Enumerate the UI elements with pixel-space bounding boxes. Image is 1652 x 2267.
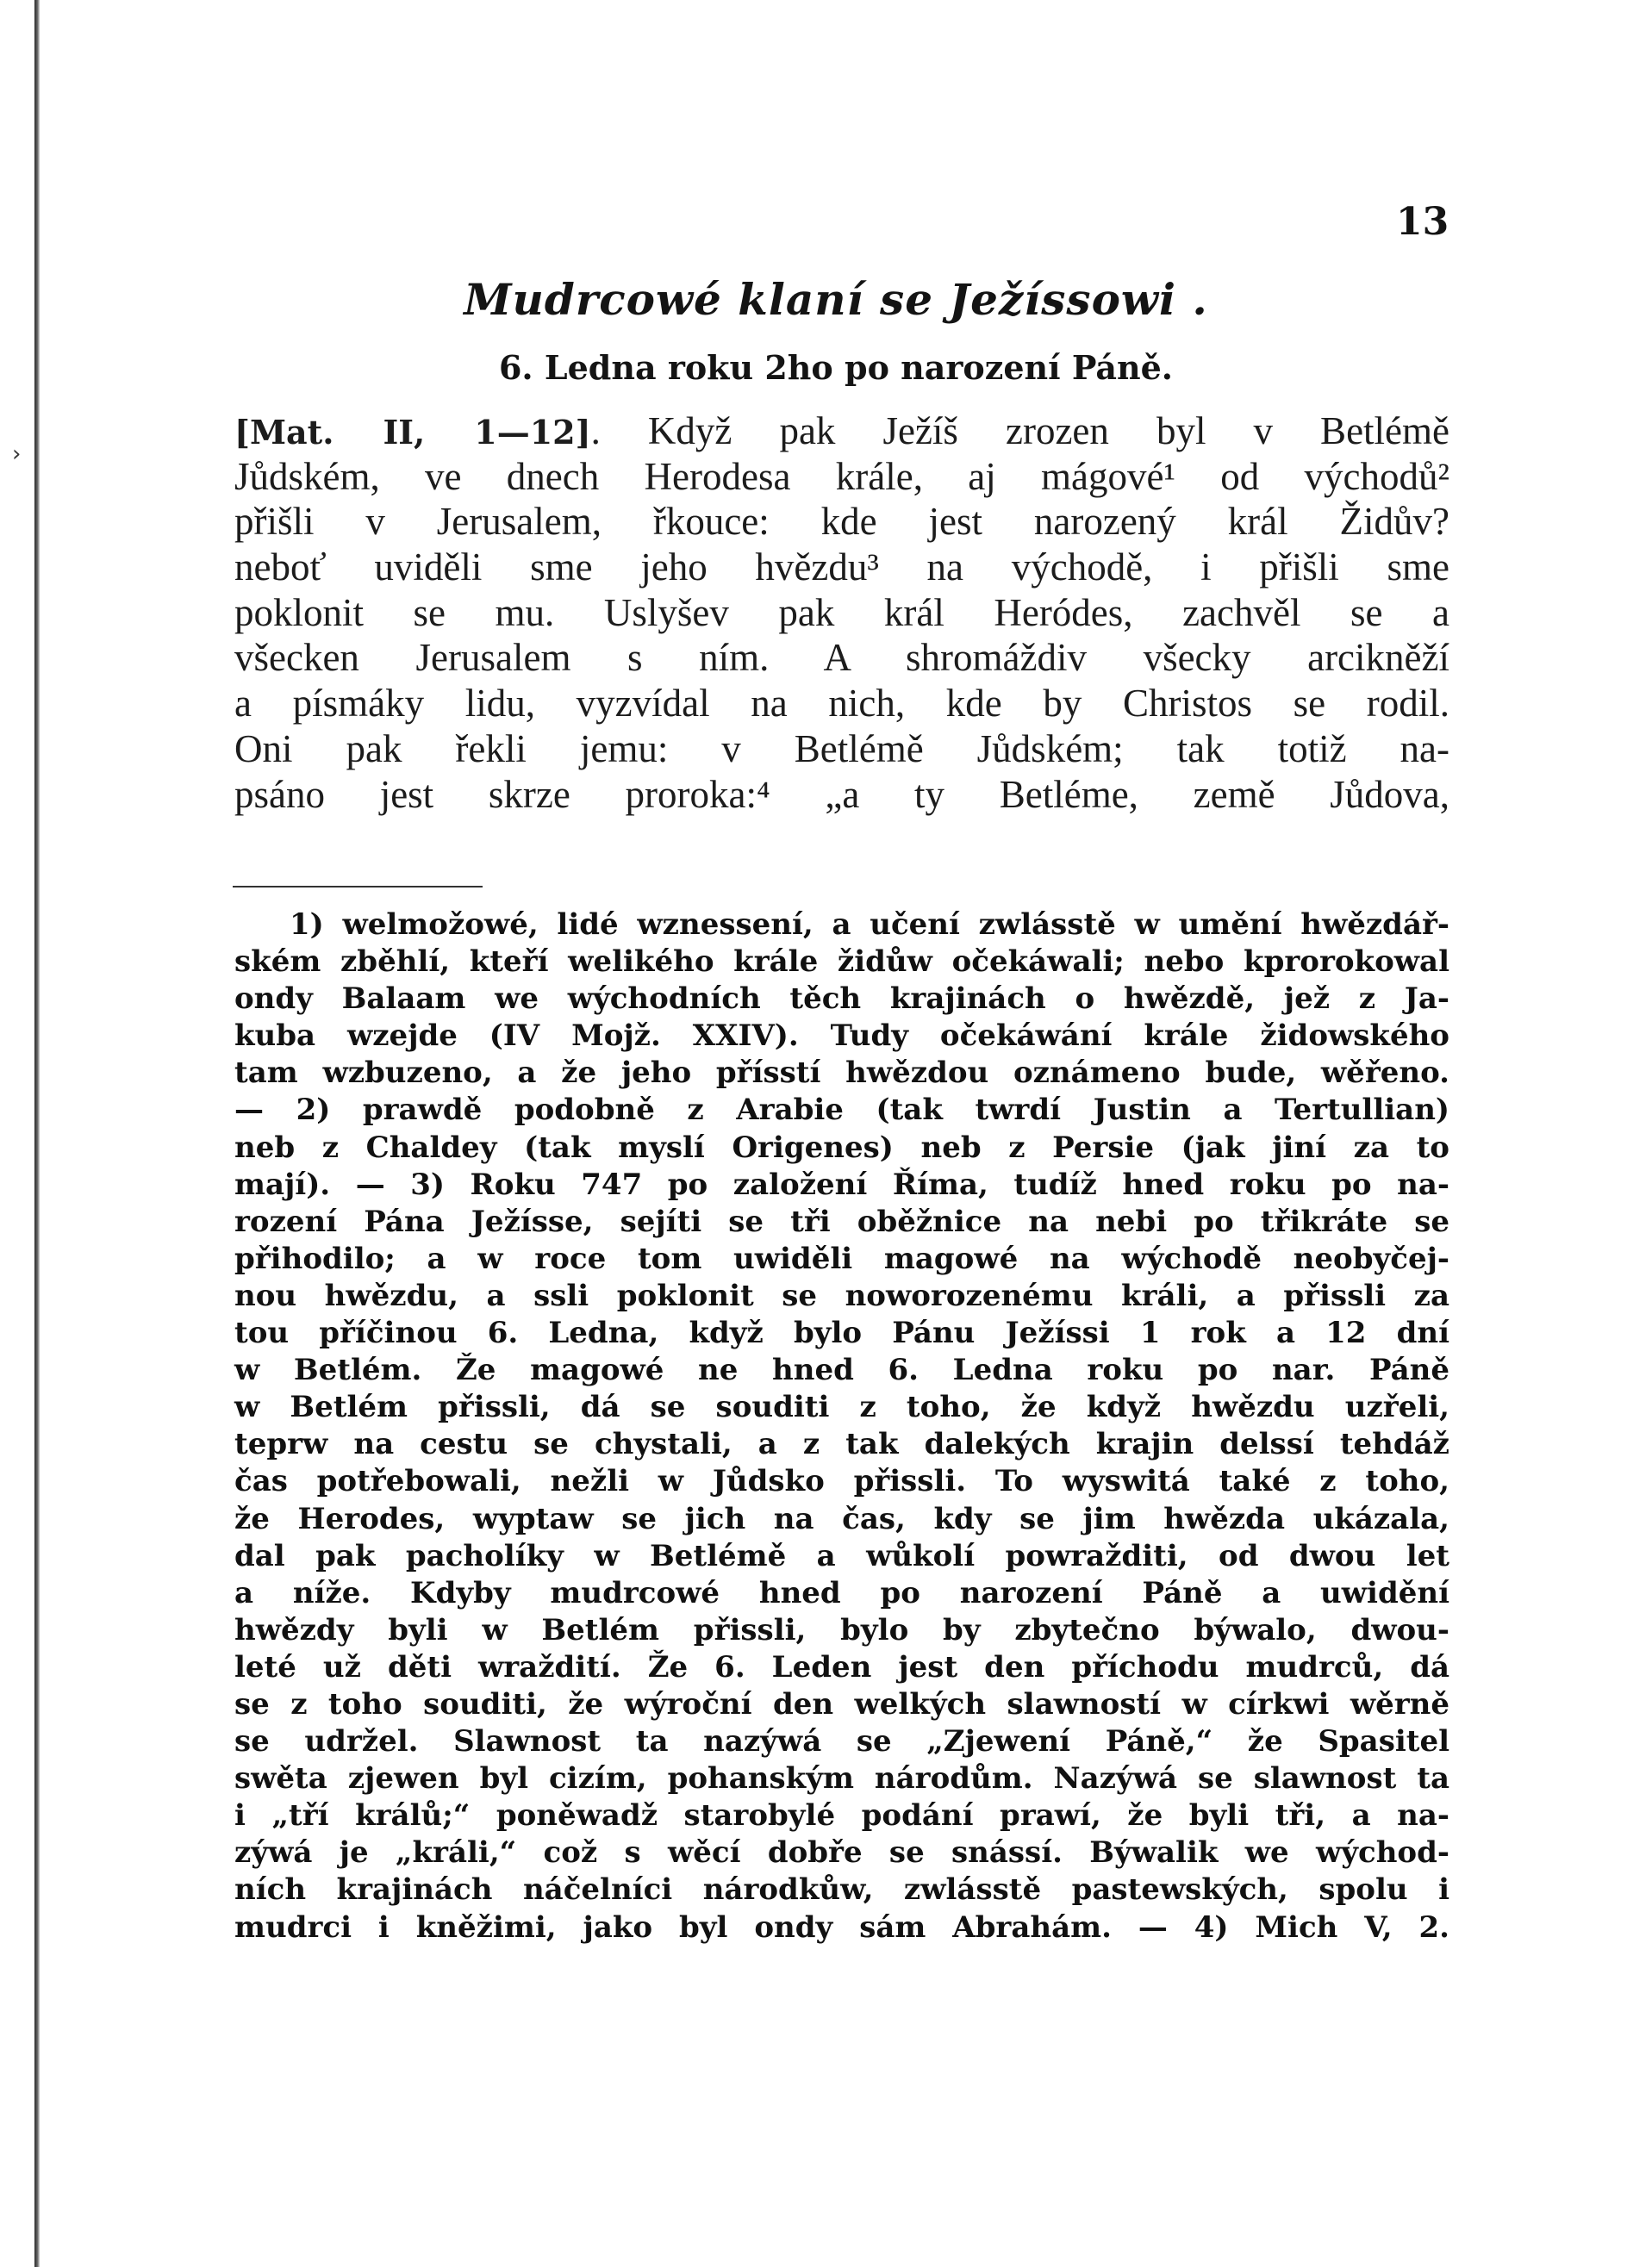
footnote-line: — 2) prawdě podobně z Arabie (tak twrdí Justin a Tertullian)	[234, 1093, 1449, 1128]
footnote-line: zýwá je „králi,“ což s wěcí dobře se snássí. Býwalik we wýchod-	[234, 1835, 1449, 1871]
main-text-line	[234, 408, 1449, 454]
main-text-line-rest: . Když pak Ježíš zrozen byl v Betlémě	[590, 409, 1450, 452]
footnote-line: neb z Chaldey (tak myslí Origenes) neb z Persie (jak jiní za to	[234, 1130, 1449, 1165]
footnote-line: tou příčinou 6. Ledna, když bylo Pánu Ježíssi 1 rok a 12 dní	[234, 1316, 1449, 1351]
footnote-line: rození Pána Ježísse, sejíti se tři oběžnice na nebi po třikráte se	[234, 1204, 1449, 1239]
footnote-line: w Betlém. Že magowé ne hned 6. Ledna roku po nar. Páně	[234, 1353, 1449, 1388]
main-text-line: psáno jest skrze proroka:⁴ „a ty Betléme, země Jůdova,	[234, 772, 1449, 816]
chapter-title: Mudrcowé klaní se Ježíssowi .	[464, 274, 1208, 325]
main-text-line: neboť uviděli sme jeho hvězdu³ na východě, i přišli sme	[234, 545, 1449, 589]
main-text-line: přišli v Jerusalem, řkouce: kde jest narozený král Židův?	[234, 500, 1449, 544]
footnotes	[234, 906, 1449, 1946]
footnote-line: se udržel. Slawnost ta nazýwá se „Zjewení Páně,“ že Spasitel	[234, 1724, 1449, 1759]
footnote-line: čas potřebowali, nežli w Jůdsko přissli. To wyswitá také z toho,	[234, 1464, 1449, 1499]
footnote-line: mají). — 3) Roku 747 po založení Říma, tudíž hned roku po na-	[234, 1167, 1449, 1202]
binding-edge	[34, 0, 40, 2267]
footnote-line: swěta zjewen byl cizím, pohanským národům. Nazýwá se slawnost ta	[234, 1761, 1449, 1797]
footnote-line: 1) welmožowé, lidé wznessení, a učení zwlásstě w umění hwězdář-	[290, 907, 1449, 942]
main-text	[234, 408, 1449, 817]
footnote-line: přihodilo; a w roce tom uwiděli magowé na wýchodě neobyčej-	[234, 1241, 1449, 1276]
scripture-reference: [Mat. II, 1—12]	[234, 413, 591, 452]
footnote-divider	[233, 886, 483, 887]
page-number: 13	[1396, 200, 1449, 244]
footnote-line: w Betlém přissli, dá se souditi z toho, že když hwězdu uzřeli,	[234, 1390, 1449, 1425]
footnote-line: mudrci i kněžimi, jako byl ondy sám Abrahám. — 4) Mich V, 2.	[234, 1909, 1449, 1945]
footnote-line: tam wzbuzeno, a že jeho přísstí hwězdou oznámeno bude, wěřeno.	[234, 1056, 1449, 1091]
main-text-line: poklonit se mu. Uslyšev pak král Heródes, zachvěl se a	[234, 590, 1449, 634]
footnote-line: ních krajinách náčelníci národkůw, zwlásstě pastewských, spolu i	[234, 1872, 1449, 1908]
footnote-line: že Herodes, wyptaw se jich na čas, kdy se jim hwězda ukázala,	[234, 1501, 1449, 1536]
footnote-line: ském zběhlí, kteří welikého krále židůw očekáwali; nebo kprorokowal	[234, 944, 1449, 980]
footnote-line: a níže. Kdyby mudrcowé hned po narození Páně a uwidění	[234, 1575, 1449, 1610]
footnote-line: ondy Balaam we wýchodních těch krajinách o hwězdě, jež z Ja-	[234, 981, 1449, 1017]
footnote-line: hwězdy byli w Betlém přissli, bylo by zbytečno býwalo, dwou-	[234, 1612, 1449, 1647]
main-text-line: všecken Jerusalem s ním. A shromáždiv všecky arcikněží	[234, 636, 1449, 680]
footnote-line: dal pak pacholíky w Betlémě a wůkolí powražditi, od dwou let	[234, 1538, 1449, 1573]
footnote-line: kuba wzejde (IV Mojž. XXIV). Tudy očekáwání krále židowského	[234, 1018, 1449, 1054]
main-text-line: Jůdském, ve dnech Herodesa krále, aj mágové¹ od východů²	[234, 454, 1449, 498]
main-text-line: Oni pak řekli jemu: v Betlémě Jůdském; tak totiž na-	[234, 726, 1449, 770]
footnote-line: i „tří králů;“ poněwadž starobylé podání prawí, že byli tři, a na-	[234, 1798, 1449, 1834]
footnote-line: nou hwězdu, a ssli poklonit se noworozenému králi, a přissli za	[234, 1278, 1449, 1313]
footnote-line: se z toho souditi, že wýroční den welkých slawností w církwi wěrně	[234, 1686, 1449, 1722]
footnote-line: teprw na cestu se chystali, a z tak dalekých krajin delssí tehdáž	[234, 1427, 1449, 1462]
chapter-date: 6. Ledna roku 2ho po narození Páně.	[498, 348, 1174, 387]
margin-mark: ›	[12, 441, 22, 467]
footnote-line: leté už děti wraždití. Že 6. Leden jest den příchodu mudrců, dá	[234, 1649, 1449, 1685]
main-text-line: a písmáky lidu, vyzvídal na nich, kde by Christos se rodil.	[234, 682, 1449, 726]
